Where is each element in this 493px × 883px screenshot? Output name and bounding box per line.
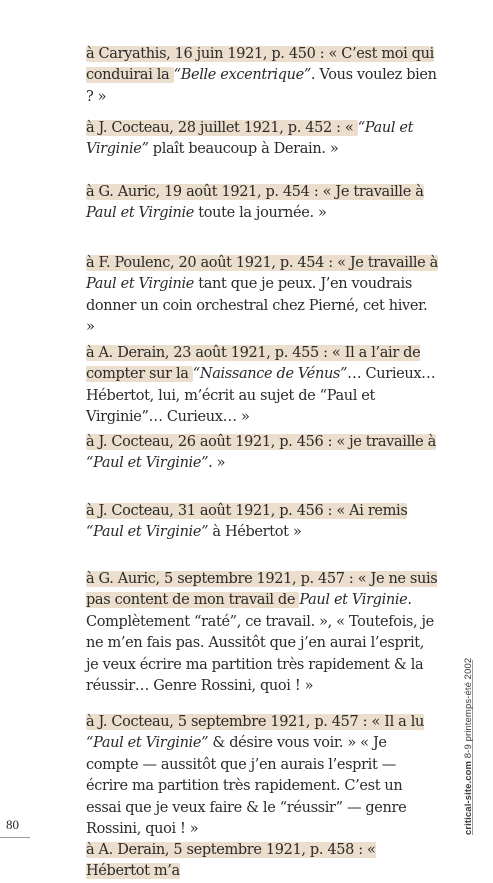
entry-title: Paul et Virginie	[86, 276, 195, 292]
entry-tail: … Curieux… Hébertot, lui, m’écrit au sujet de “Paul et Virginie”… Curieux… »	[86, 366, 436, 425]
entry-title: “Paul et Virginie”	[86, 524, 209, 540]
entry-lead: à J. Cocteau, 31 août 1921, p. 456 : « Ai remis	[86, 502, 408, 519]
entry-title: “Paul et Virginie”	[86, 455, 209, 471]
entry	[86, 96, 439, 161]
entry-tail: plaît beaucoup à Derain. »	[148, 141, 339, 157]
entry-lead: à J. Cocteau, 5 septembre 1921, p. 457 : « Il a lu	[86, 713, 424, 730]
entry-lead: à G. Auric, 5 septembre 1921, p. 457 : « Je ne suis pas content de mon travail de	[86, 570, 438, 608]
entry-title: Paul et Virginie	[299, 592, 408, 608]
entry	[86, 410, 439, 475]
page-number-rule	[0, 837, 30, 838]
entry	[86, 547, 439, 698]
entry-lead: à J. Cocteau, 28 juillet 1921, p. 452 : «	[86, 119, 358, 136]
entry-lead: à J. Cocteau, 26 août 1921, p. 456 : « je travaille à	[86, 433, 436, 450]
entry-lead: à A. Derain, 5 septembre 1921, p. 458 : « Hébertot m’a	[86, 841, 376, 879]
entry-tail: à Hébertot »	[208, 524, 302, 540]
entry-title: “Paul et Virginie”	[86, 119, 414, 157]
entry-tail: tant que je peux. J’en voudrais donner un coin orchestral chez Pierné, cet hiver. »	[86, 276, 428, 335]
entry	[86, 160, 439, 225]
entry-lead: à F. Poulenc, 20 août 1921, p. 454 : « Je travaille à	[86, 254, 438, 271]
entry-tail: & désire vous voir. » « Je compte — aussitôt que j’en aurais l’esprit — écrire ma partition très rapidement. C’est un essai que je veux faire & le “réussir” — genre Rossini, quoi ! »	[86, 735, 407, 837]
entry	[86, 818, 439, 883]
entry-title: Paul et Virginie	[86, 205, 195, 221]
entry-title: “Naissance de Vénus”	[192, 366, 348, 382]
entry-tail: . »	[208, 455, 226, 471]
side-caption-site: critical-site.com	[463, 760, 474, 835]
entry	[86, 479, 439, 544]
page-number: 80	[6, 817, 19, 832]
entry-tail: . Complètement “raté”, ce travail. », « Toutefois, je ne m’en fais pas. Aussitôt que j’en aurai l’esprit, je veux écrire ma partition très rapidement & la réussir… Genre Rossini, quoi ! »	[86, 592, 434, 694]
entry-tail: toute la journée. »	[194, 205, 327, 221]
entry-title: “Belle excentrique”	[173, 67, 311, 83]
entry-tail: . Vous voulez bien ? »	[86, 67, 437, 105]
entry-lead: à A. Derain, 23 août 1921, p. 455 : « Il a l’air de compter sur la	[86, 344, 421, 382]
side-caption	[463, 658, 474, 835]
entry-lead: à Caryathis, 16 juin 1921, p. 450 : « C’est moi qui conduirai la	[86, 45, 434, 83]
entry-lead: à G. Auric, 19 août 1921, p. 454 : « Je travaille à	[86, 183, 424, 200]
entry-title: “Paul et Virginie”	[86, 735, 209, 751]
side-caption-issue: 8-9 printemps-été 2002	[463, 657, 474, 759]
